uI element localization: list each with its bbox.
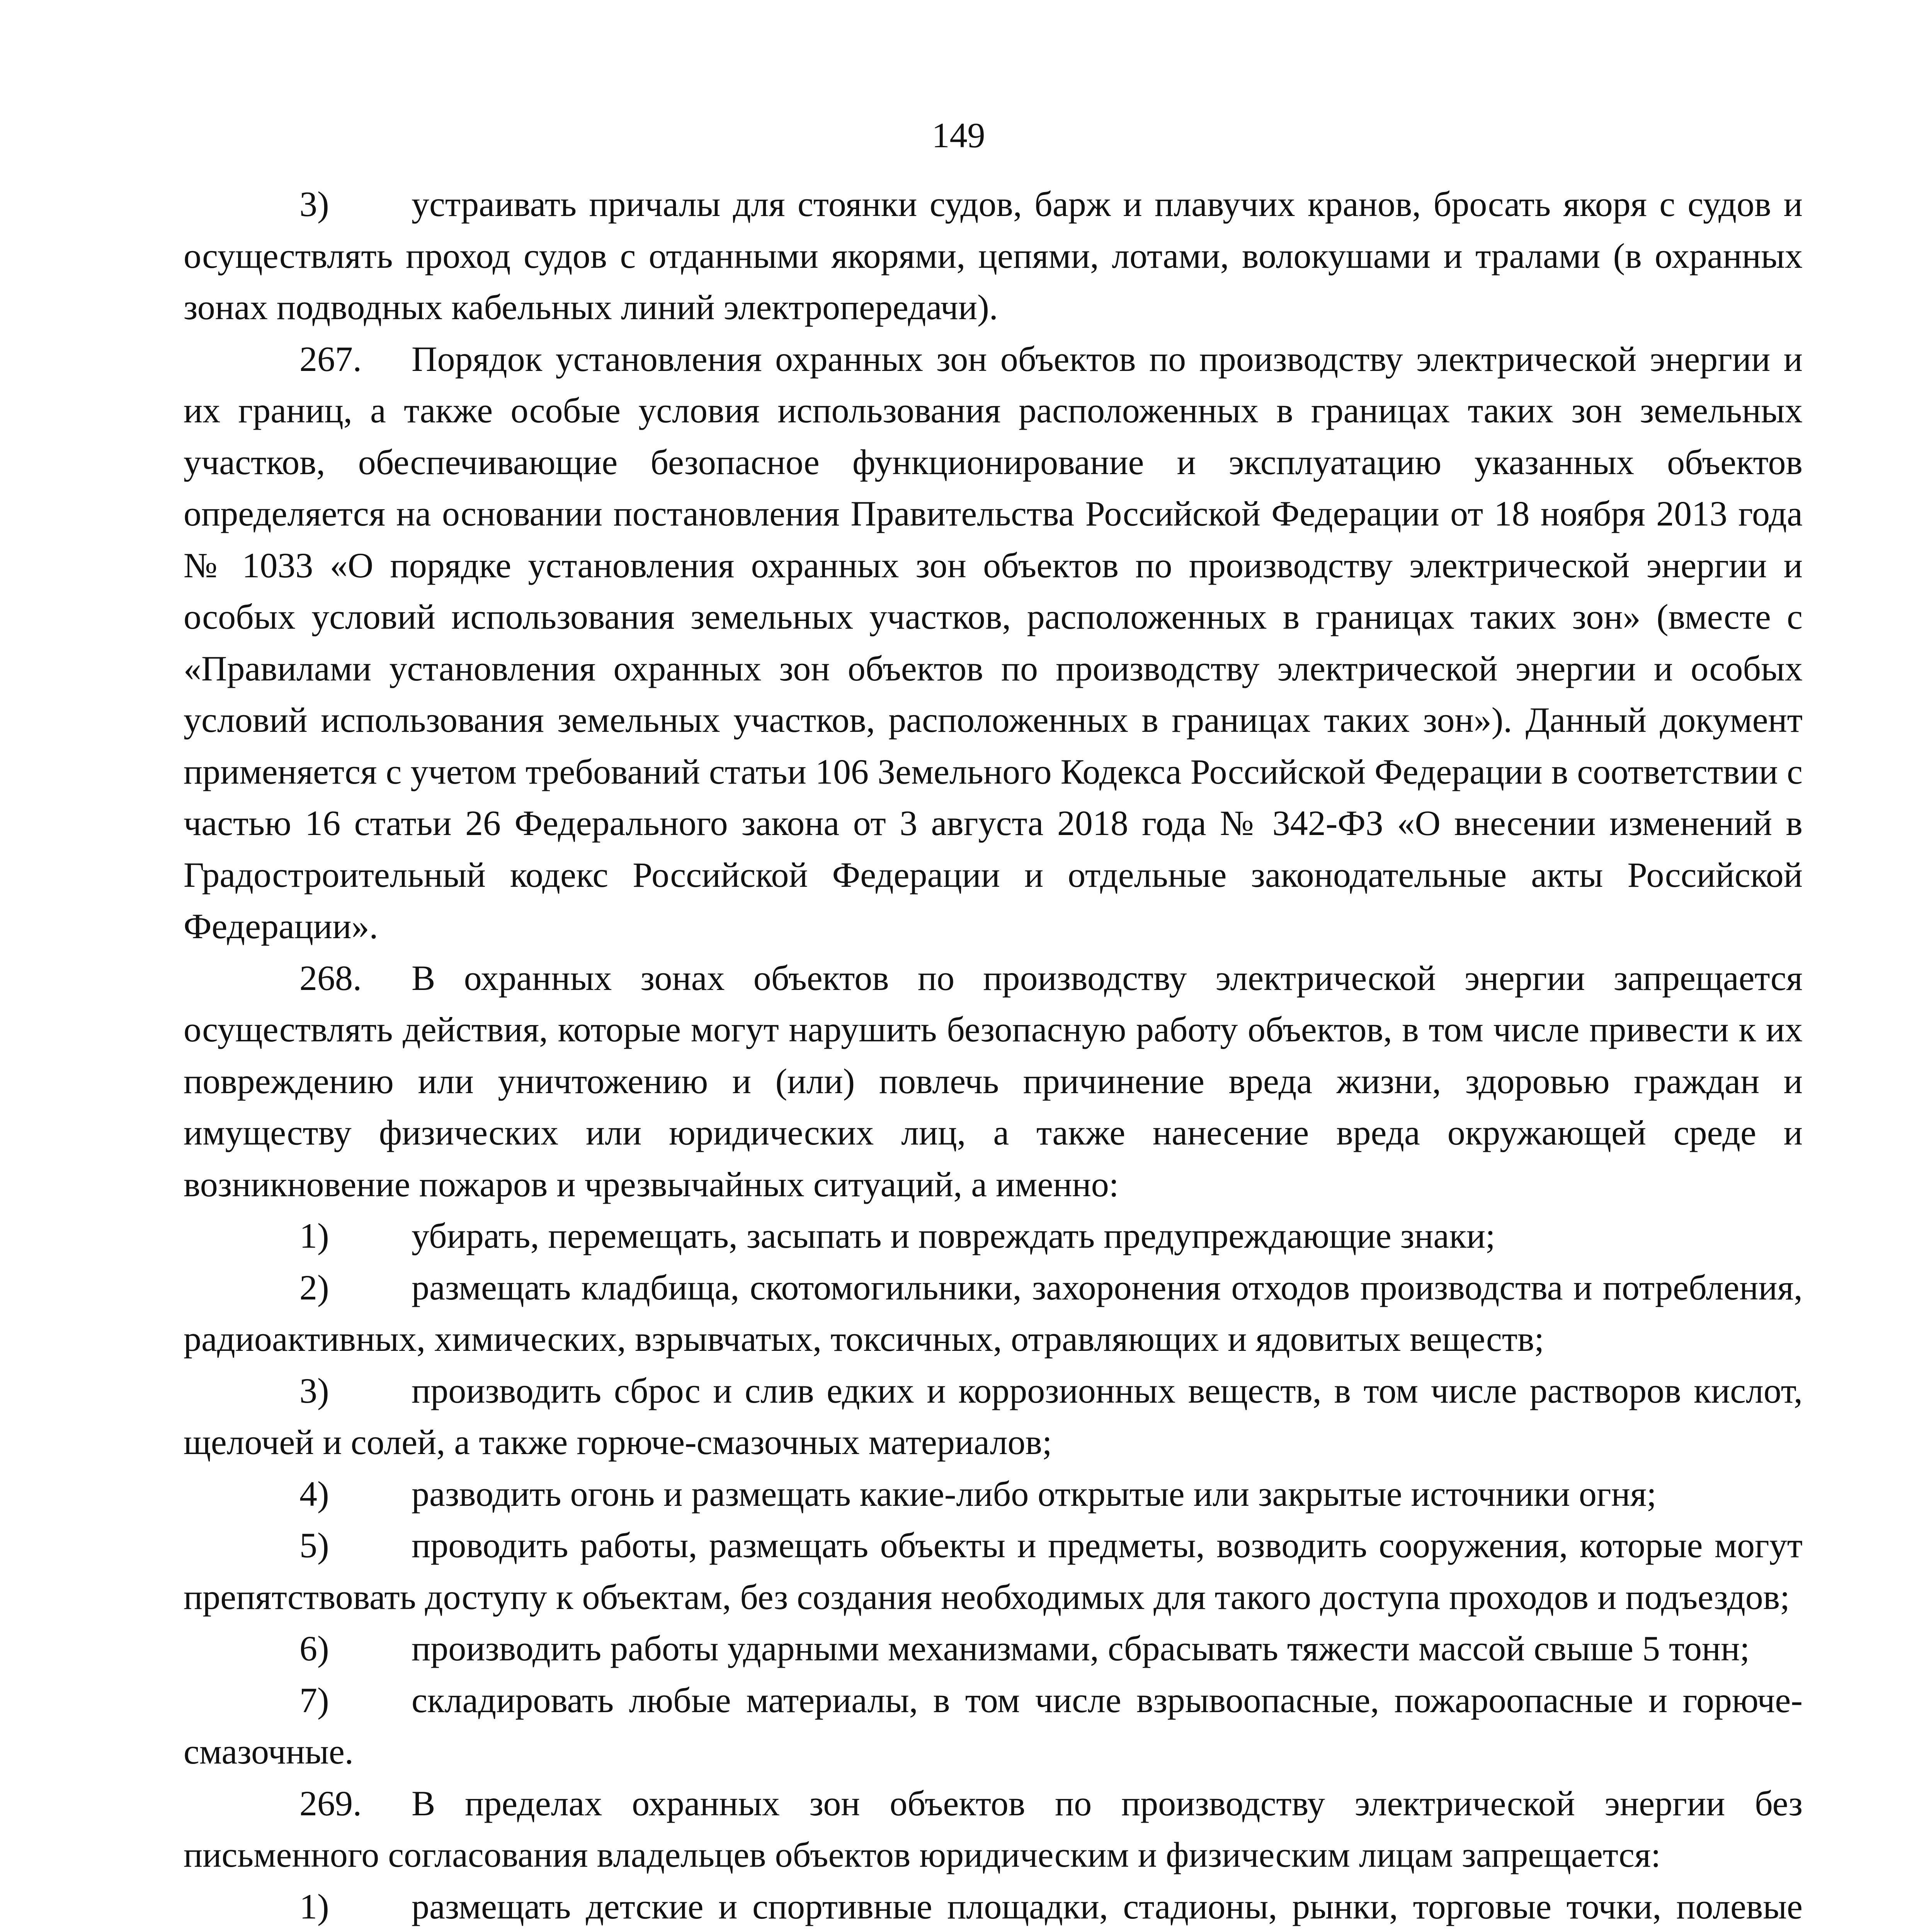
- item-text: производить работы ударными механизмами, сбрасывать тяжести массой свыше 5 тонн;: [412, 1629, 1750, 1668]
- item-number: 4): [299, 1474, 329, 1514]
- item-number: 1): [299, 1886, 329, 1926]
- item-number: 7): [299, 1680, 329, 1720]
- item-number: 2): [299, 1267, 329, 1307]
- item-text: разводить огонь и размещать какие-либо открытые или закрытые источники огня;: [412, 1474, 1657, 1514]
- paragraph-number: 267.: [299, 339, 362, 379]
- paragraph-269: [184, 1778, 1803, 1881]
- item-text: проводить работы, размещать объекты и предметы, возводить сооружения, которые могут препятствовать доступу к объектам, без создания необходимых для такого доступа проходов и подъездов;: [184, 1526, 1803, 1617]
- paragraph-268: [184, 952, 1803, 1211]
- item-text: складировать любые материалы, в том числе взрывоопасные, пожароопасные и горюче-смазочные.: [184, 1680, 1803, 1771]
- list-item-5: [184, 1520, 1803, 1623]
- paragraph-number: 268.: [299, 958, 362, 998]
- item-number: 1): [299, 1216, 329, 1255]
- list-item-3: [184, 179, 1803, 333]
- paragraph-text: В охранных зонах объектов по производству электрической энергии запрещается осуществлять действия, которые могут нарушить безопасную работу объектов, в том числе привести к их повреждению или уничтожению и (или) повлечь причинение вреда жизни, здоровью граждан и имуществу физических или юридических лиц, а также нанесение вреда окружающей среде и возникновение пожаров и чрезвычайных ситуаций, а именно:: [184, 958, 1803, 1204]
- item-number: 3): [299, 1371, 329, 1410]
- document-body: [184, 179, 1803, 1932]
- item-text: производить сброс и слив едких и коррозионных веществ, в том числе растворов кислот, щелочей и солей, а также горюче-смазочных материалов;: [184, 1371, 1803, 1462]
- item-number: 6): [299, 1629, 329, 1668]
- page-number: 149: [932, 116, 985, 155]
- list-item-6: [184, 1623, 1803, 1675]
- item-text: размещать кладбища, скотомогильники, захоронения отходов производства и потребления, радиоактивных, химических, взрывчатых, токсичных, отравляющих и ядовитых веществ;: [184, 1267, 1803, 1359]
- list-item-1: [184, 1881, 1803, 1932]
- paragraph-number: 269.: [299, 1783, 362, 1823]
- item-number: 5): [299, 1526, 329, 1565]
- paragraph-text: Порядок установления охранных зон объектов по производству электрической энергии и их границ, а также особые условия использования расположенных в границах таких зон земельных участков, обеспечивающие безопасное функционирование и эксплуатацию указанных объектов определяется на основании постановления Правительства Российской Федерации от 18 ноября 2013 года № 1033 «О порядке установления охранных зон объектов по производству электрической энергии и особых условий использования земельных участков, расположенных в границах таких зон» (вместе с «Правилами установления охранных зон объектов по производству электрической энергии и особых условий использования земельных участков, расположенных в границах таких зон»). Данный документ применяется с учетом требований статьи 106 Земельного Кодекса Российской Федерации в соответствии с частью 16 статьи 26 Федерального закона от 3 августа 2018 года № 342-ФЗ «О внесении изменений в Градостроительный кодекс Российской Федерации и отдельные законодательные акты Российской Федерации».: [184, 339, 1803, 946]
- item-text: убирать, перемещать, засыпать и повреждать предупреждающие знаки;: [412, 1216, 1495, 1255]
- item-number: 3): [299, 184, 329, 224]
- paragraph-text: В пределах охранных зон объектов по производству электрической энергии без письменного согласования владельцев объектов юридическим и физическим лицам запрещается:: [184, 1783, 1803, 1874]
- list-item-4: [184, 1468, 1803, 1520]
- list-item-1: [184, 1210, 1803, 1262]
- paragraph-267: [184, 333, 1803, 952]
- list-item-3: [184, 1365, 1803, 1468]
- list-item-2: [184, 1262, 1803, 1365]
- list-item-7: [184, 1675, 1803, 1778]
- item-text: устраивать причалы для стоянки судов, барж и плавучих кранов, бросать якоря с судов и осуществлять проход судов с отданными якорями, цепями, лотами, волокушами и тралами (в охранных зонах подводных кабельных линий электропередачи).: [184, 184, 1803, 327]
- item-text: размещать детские и спортивные площадки, стадионы, рынки, торговые точки, полевые: [412, 1886, 1803, 1926]
